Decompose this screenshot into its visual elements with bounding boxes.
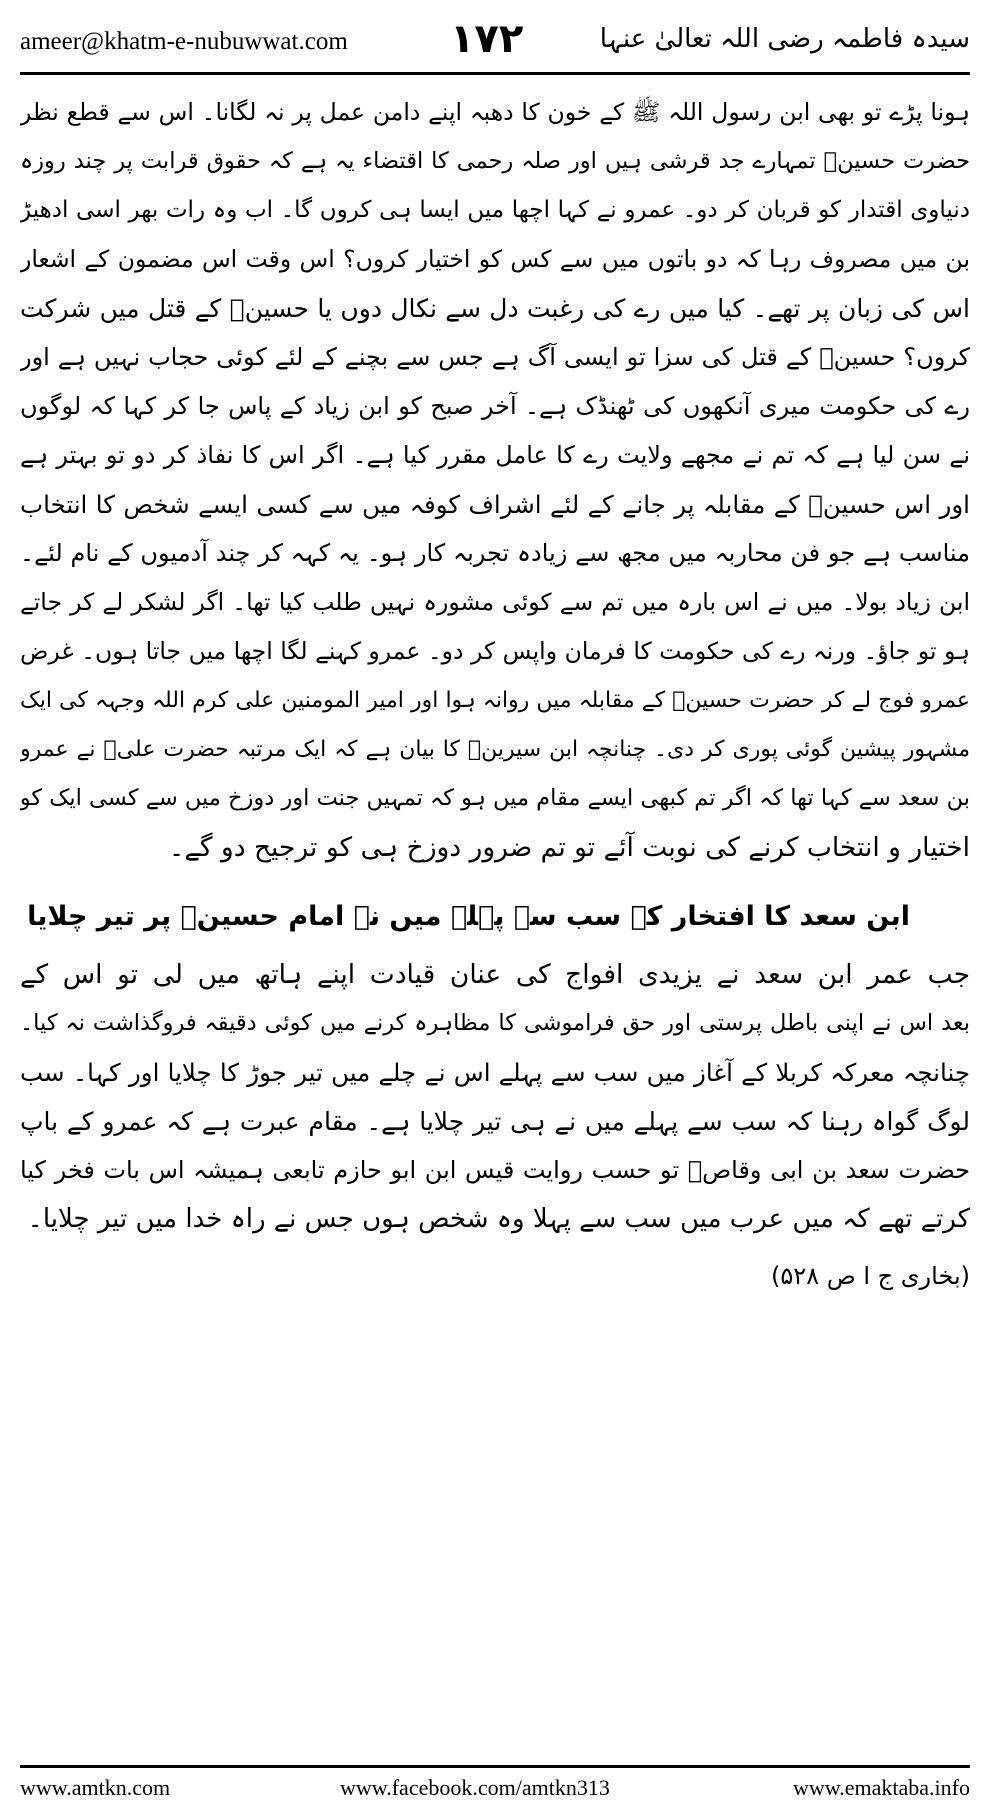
text-line: مشہور پیشین گوئی پوری کر دی۔ چنانچہ ابن سیرینؒ کا بیان ہے کہ ایک مرتبہ حضرت علیؓ نے عمرو bbox=[20, 737, 970, 762]
text-line: بن سعد سے کہا تھا کہ اگر تم کبھی ایسے مقام میں ہو کہ تمہیں جنت اور دوزخ میں سے کسی ایک کو bbox=[20, 785, 970, 811]
text-line: کروں؟ حسینؓ کے قتل کی سزا تو ایسی آگ ہے جس سے بچنے کے لئے کوئی حجاب نہیں ہے اور bbox=[20, 343, 970, 371]
page-body bbox=[20, 88, 970, 1290]
text-line: جب عمر ابن سعد نے یزیدی افواج کی عنان قیادت اپنے ہاتھ میں لی تو اس کے bbox=[20, 959, 970, 990]
text-line: بعد اس نے اپنی باطل پرستی اور حق فراموشی کا مظاہرہ کرنے میں کوئی دقیقہ فروگذاشت نہ کیا۔ bbox=[20, 1010, 970, 1036]
text-line: مناسب ہے جو فن محاربہ میں مجھ سے زیادہ تجربہ کار ہو۔ یہ کہہ کر چند آدمیوں کے نام لئے۔ bbox=[20, 539, 970, 567]
citation: (بخاری ج ا ص ۵۲۸) bbox=[771, 1262, 970, 1290]
text-line: کرتے تھے کہ میں عرب میں سب سے پہلا وہ شخص ہوں جس نے راہ خدا میں تیر چلایا۔ bbox=[27, 1204, 970, 1234]
section-heading: ابن سعد کا افتخار کہ سب سے پہلے میں نے امام حسینؓ پر تیر چلایا bbox=[27, 901, 910, 932]
text-line: ابن زیاد بولا۔ میں نے اس بارہ میں تم سے کوئی مشورہ نہیں طلب کیا تھا۔ اگر لشکر لے کر جاتے bbox=[20, 588, 970, 616]
footer-rule bbox=[20, 1765, 970, 1768]
text-line: اس کی زبان پر تھے۔ کیا میں رے کی رغبت دل سے نکال دوں یا حسینؓ کے قتل میں شرکت bbox=[20, 294, 970, 323]
text-line: لوگ گواہ رہنا کہ سب سے پہلے میں نے ہی تیر چلایا ہے۔ مقام عبرت ہے کہ عمرو کے باپ bbox=[20, 1107, 970, 1136]
text-line: نے سن لیا ہے کہ تم نے مجھے ولایت رے کا عامل مقرر کیا ہے۔ اگر اس کا نفاذ کر دو تو بہتر ہے bbox=[20, 441, 970, 469]
text-line: اور اس حسینؓ کے مقابلہ پر جانے کے لئے اشراف کوفہ میں سے کسی ایسے شخص کا انتخاب bbox=[20, 490, 970, 519]
page-number: ۱۷۲ bbox=[450, 16, 524, 62]
footer-link-amtkn[interactable]: www.amtkn.com bbox=[20, 1775, 171, 1800]
text-line: دنیاوی اقتدار کو قربان کر دو۔ عمرو نے کہا اچھا میں ایسا ہی کروں گا۔ اب وہ رات بھر اسی ادھیڑ bbox=[20, 197, 970, 223]
text-line: اختیار و انتخاب کرنے کی نوبت آئے تو تم ضرور دوزخ ہی کو ترجیح دو گے۔ bbox=[168, 832, 970, 863]
header-rule bbox=[20, 72, 970, 75]
text-line: ہو تو جاؤ۔ ورنہ رے کی حکومت کا فرمان واپس کر دو۔ عمرو کہنے لگا اچھا میں جاتا ہوں۔ غرض bbox=[20, 637, 970, 665]
text-line: عمرو فوج لے کر حضرت حسینؓ کے مقابلہ میں روانہ ہوا اور امیر المومنین علی کرم اللہ وجہہ کی ایک bbox=[20, 688, 970, 713]
text-line: ہونا پڑے تو بھی ابن رسول اللہ ﷺ کے خون کا دھبہ اپنے دامن عمل پر نہ لگانا۔ اس سے قطع نظر bbox=[20, 98, 970, 126]
text-line: چنانچہ معرکہ کربلا کے آغاز میں سب سے پہلے اس نے چلے میں تیر جوڑ کا چلایا اور کہا۔ سب bbox=[20, 1058, 970, 1087]
text-line: حضرت حسینؓ تمہارے جد قرشی ہیں اور صلہ رحمی کا اقتضاء یہ ہے کہ حقوق قرابت پر چند روزہ bbox=[20, 148, 970, 174]
footer-link-facebook[interactable]: www.facebook.com/amtkn313 bbox=[340, 1775, 610, 1800]
page-header bbox=[20, 18, 970, 66]
text-line: رے کی حکومت میری آنکھوں کی ٹھنڈک ہے۔ آخر صبح کو ابن زیاد کے پاس جا کر کہا کہ لوگوں bbox=[20, 392, 970, 420]
paragraph-1 bbox=[20, 88, 970, 872]
paragraph-2 bbox=[20, 950, 970, 1244]
text-line: بن میں مصروف رہا کہ دو باتوں میں سے کس کو اختیار کروں؟ اس وقت اس مضمون کے اشعار bbox=[20, 245, 970, 273]
text-line: حضرت سعد بن ابی وقاصؓ تو حسب روایت قیس ابن ابو حازم تابعی ہمیشہ اس بات فخر کیا bbox=[20, 1156, 970, 1184]
running-title: سیدہ فاطمہ رضی اللہ تعالیٰ عنہا bbox=[599, 24, 970, 54]
page-footer bbox=[20, 1775, 970, 1805]
header-email: ameer@khatm-e-nubuwwat.com bbox=[20, 28, 348, 55]
footer-link-emaktaba[interactable]: www.emaktaba.info bbox=[793, 1775, 970, 1800]
